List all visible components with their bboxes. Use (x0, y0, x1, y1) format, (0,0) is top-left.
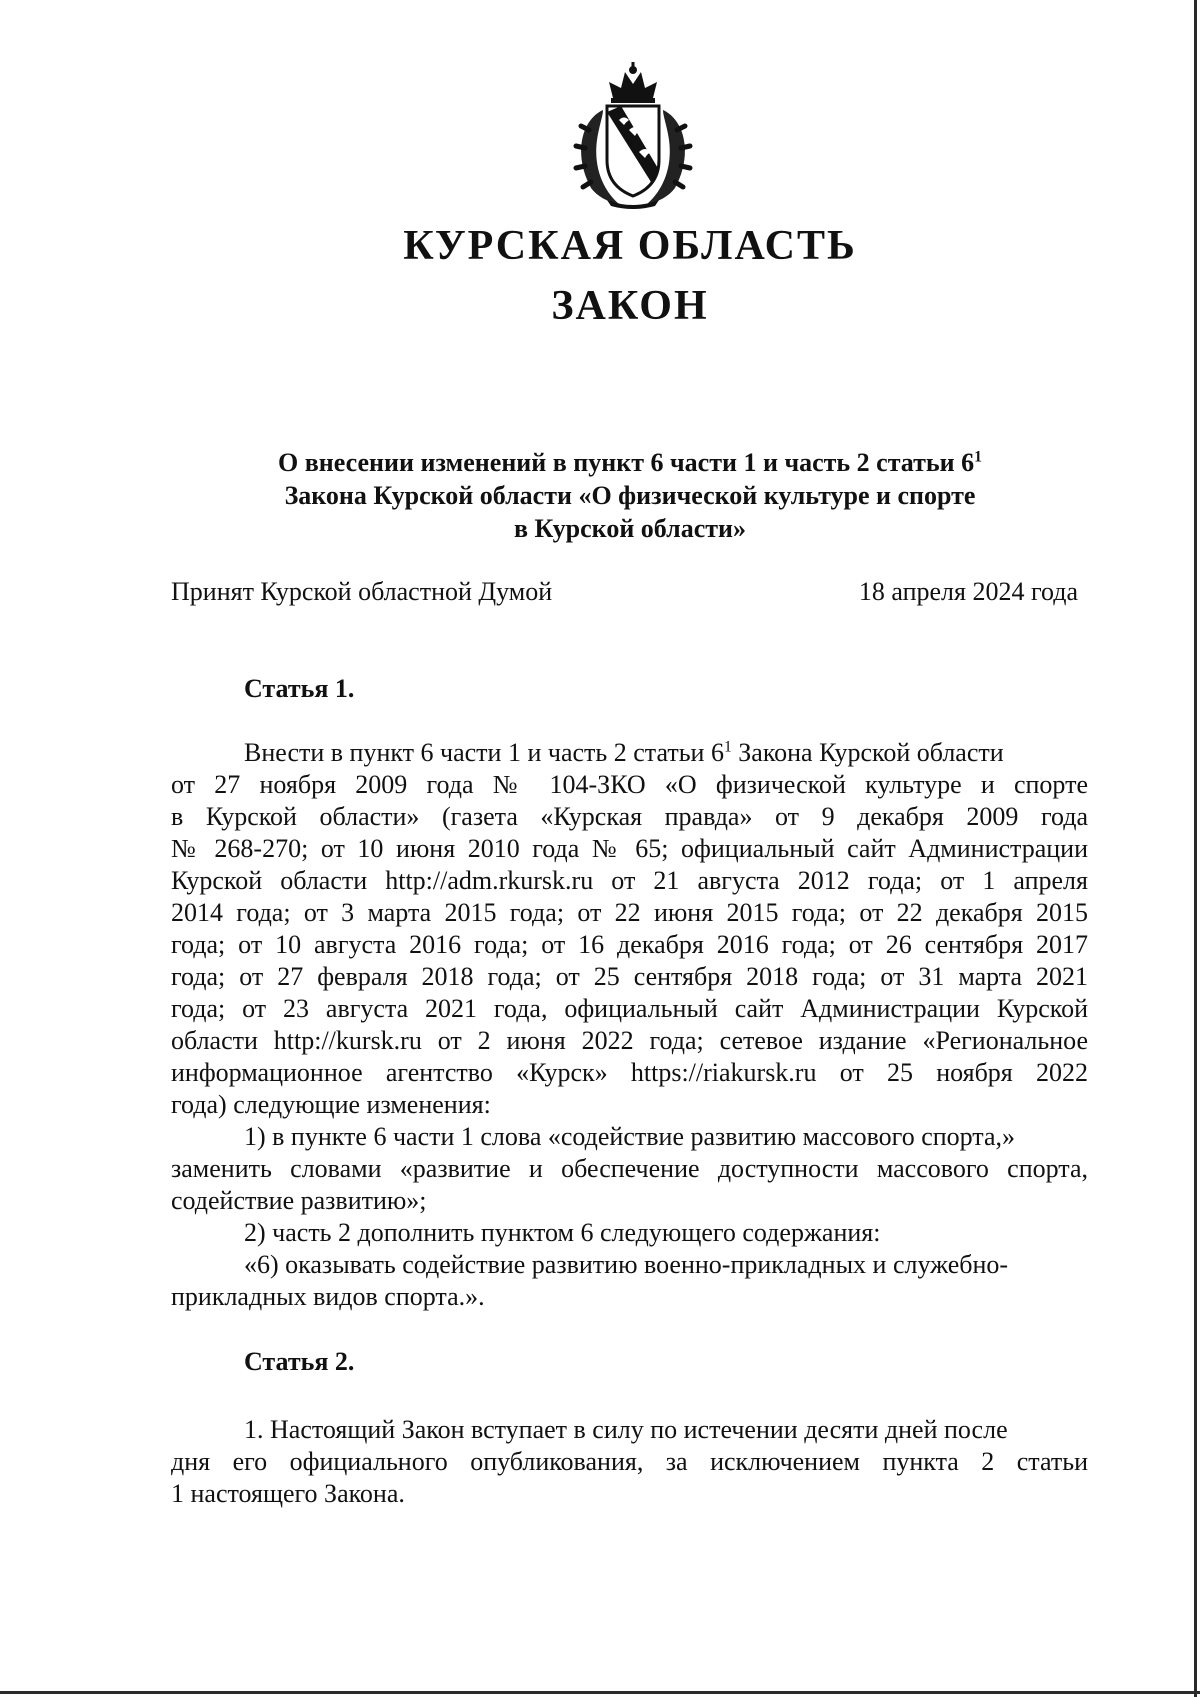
article-1-line: Курской области http://adm.rkursk.ru от 21 августа 2012 года; от 1 апреля (171, 866, 1088, 895)
law-title-superscript: 1 (974, 448, 982, 466)
article-1-body (171, 737, 1088, 1313)
scan-edge-bottom (0, 1691, 1200, 1694)
article-1-line (171, 737, 1088, 769)
article-2-body (171, 1414, 1088, 1510)
article-1-heading: Статья 1. (244, 674, 355, 703)
article-1-line: года; от 27 февраля 2018 года; от 25 сентября 2018 года; от 31 марта 2021 (171, 962, 1088, 991)
article-2-line: 1. Настоящий Закон вступает в силу по истечении десяти дней после (244, 1415, 1008, 1444)
amendment-item-1: 1) в пункте 6 части 1 слова «содействие развитию массового спорта,» (244, 1122, 1016, 1151)
law-title-line-3: в Курской области» (513, 514, 747, 543)
article-1-superscript: 1 (723, 738, 732, 756)
amendment-item-2-text-cont: прикладных видов спорта.». (171, 1282, 485, 1311)
law-title-line-2: Закона Курской области «О физической культуре и спорте (284, 481, 976, 510)
amendment-item-2-text: «6) оказывать содействие развитию военно-прикладных и служебно- (244, 1250, 1009, 1279)
law-title-text: О внесении изменений в пункт 6 части 1 и часть 2 статьи 6 (278, 448, 975, 477)
coat-of-arms-emblem (563, 60, 703, 210)
law-title (180, 446, 1080, 545)
article-2-line: дня его официального опубликования, за исключением пункта 2 статьи (171, 1447, 1088, 1476)
amendment-item-1-cont: содействие развитию»; (171, 1186, 427, 1215)
article-1-line: года) следующие изменения: (171, 1090, 491, 1119)
article-1-line: № 268-270; от 10 июня 2010 года № 65; официальный сайт Администрации (171, 834, 1088, 863)
adopted-by: Принят Курской областной Думой (171, 577, 553, 606)
article-2-line: 1 настоящего Закона. (171, 1479, 405, 1508)
article-2-heading: Статья 2. (244, 1347, 355, 1376)
article-1-line: года; от 10 августа 2016 года; от 16 декабря 2016 года; от 26 сентября 2017 (171, 930, 1088, 959)
article-1-line: 2014 года; от 3 марта 2015 года; от 22 июня 2015 года; от 22 декабря 2015 (171, 898, 1088, 927)
amendment-item-2: 2) часть 2 дополнить пунктом 6 следующего содержания: (244, 1218, 881, 1247)
adoption-date: 18 апреля 2024 года (858, 577, 1078, 606)
article-1-line: года; от 23 августа 2021 года, официальный сайт Администрации Курской (171, 994, 1088, 1023)
region-title: КУРСКАЯ ОБЛАСТЬ (403, 223, 857, 269)
article-1-line: в Курской области» (газета «Курская правда» от 9 декабря 2009 года (171, 802, 1088, 831)
article-1-line: от 27 ноября 2009 года № 104-ЗКО «О физической культуре и спорте (171, 770, 1088, 799)
article-1-line: информационное агентство «Курск» https://riakursk.ru от 25 ноября 2022 (171, 1058, 1088, 1087)
article-1-line: области http://kursk.ru от 2 июня 2022 года; сетевое издание «Региональное (171, 1026, 1088, 1055)
law-title-line-1 (180, 446, 1080, 479)
amendment-item-1-cont: заменить словами «развитие и обеспечение доступности массового спорта, (171, 1154, 1088, 1183)
article-1-text: Внести в пункт 6 части 1 и часть 2 статьи 6 (244, 738, 724, 767)
article-1-text: Закона Курской области (731, 738, 1004, 767)
document-type-title: ЗАКОН (551, 283, 709, 329)
